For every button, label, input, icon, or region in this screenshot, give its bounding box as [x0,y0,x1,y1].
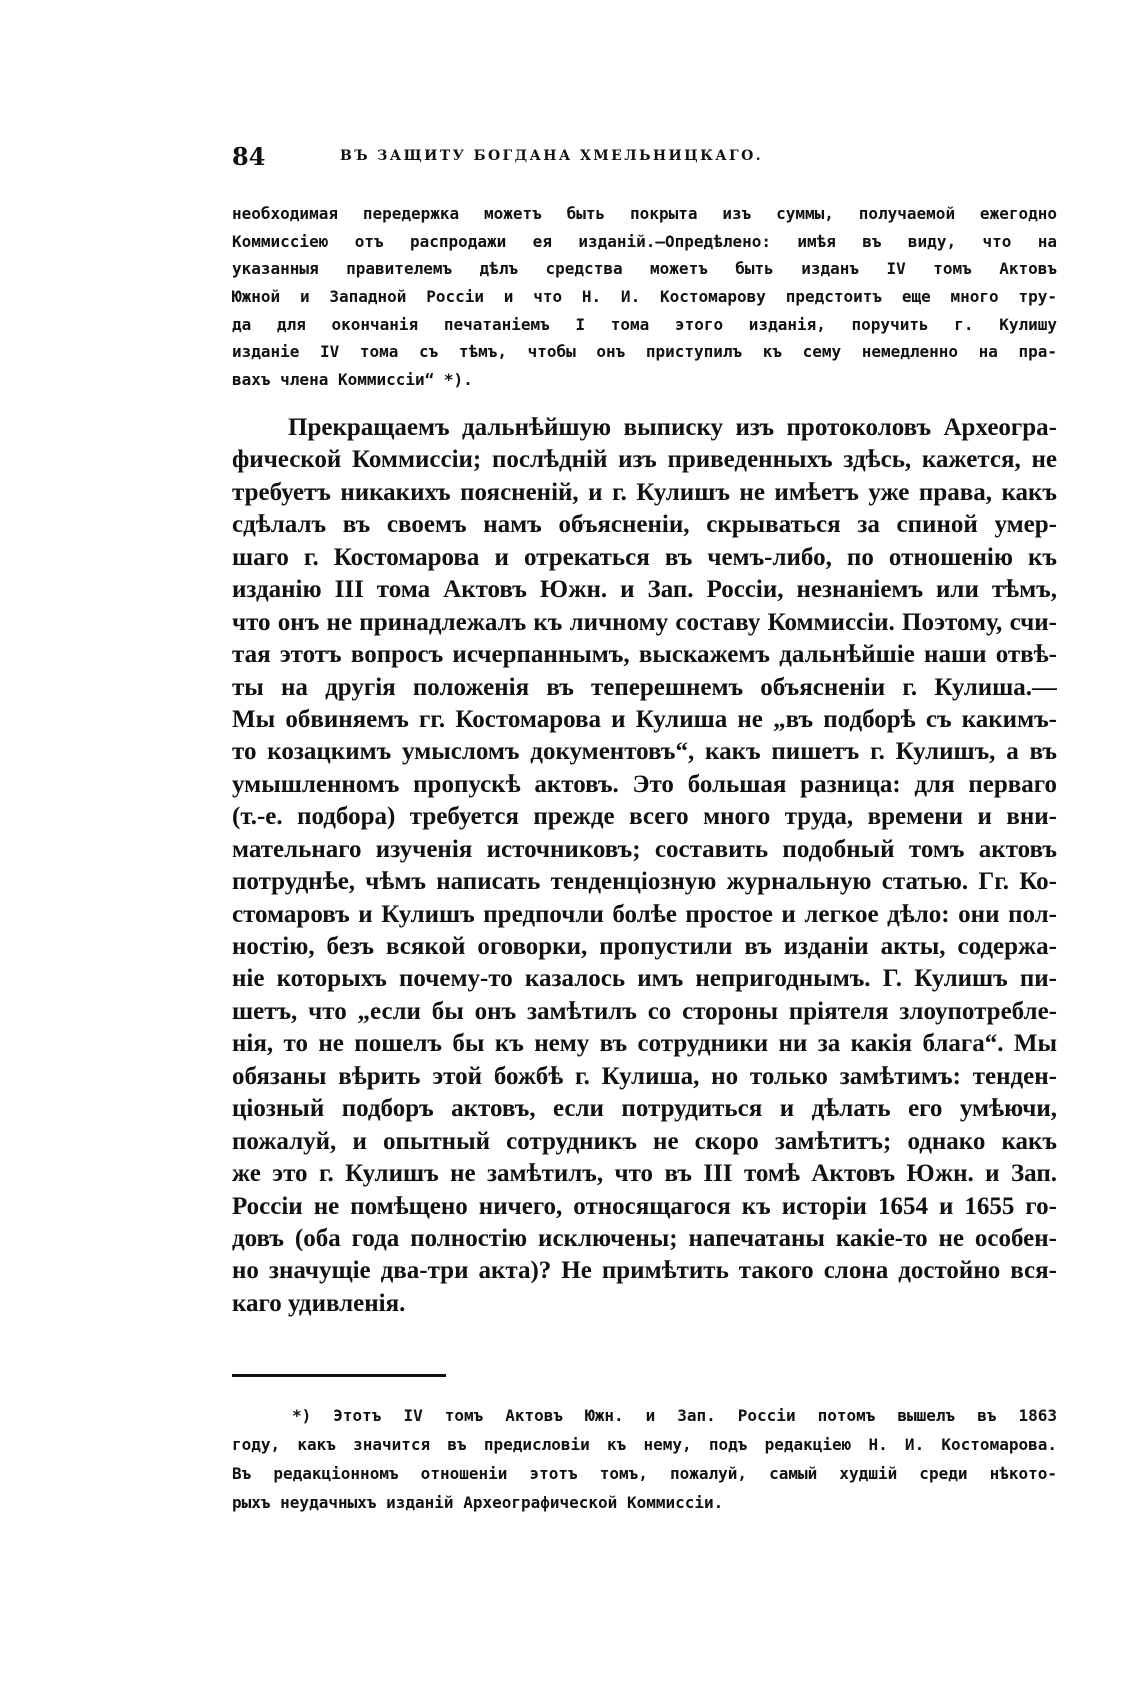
footnote-line: рыхъ неудачныхъ изданiй Археографической Коммиссiи. [232,1493,724,1512]
text-line: довъ (оба года полностiю исключены; напечатаны какiе-то не особен- [232,1224,1057,1252]
text-line: что онъ не принадлежалъ къ личному составу Коммиссiи. Поэтому, счи- [232,608,1057,636]
text-line: нiя, то не пошелъ бы къ нему въ сотрудники ни за какiя блага“. Мы [232,1030,1057,1058]
text-line: Коммиссiею отъ распродажи ея изданiй.—Опредѣлено: имѣя въ виду, что на [232,231,1057,251]
text-line: обязаны вѣрить этой божбѣ г. Кулиша, но только замѣтимъ: тенден- [232,1062,1057,1090]
text-line: то козацкимъ умысломъ документовъ“, какъ пишетъ г. Кулишъ, а въ [232,738,1057,766]
footnote-line: *) Этотъ IV томъ Актовъ Южн. и Зап. Россiи потомъ вышелъ въ 1863 [292,1406,1057,1425]
running-title: ВЪ ЗАЩИТУ БОГДАНА ХМЕЛЬНИЦКАГО. [340,148,763,164]
protocol-quote-paragraph [232,200,1057,394]
text-line: вахъ члена Коммиссiи“ *). [232,370,473,390]
text-line: стомаровъ и Кулишъ предпочли болѣе простое и легкое дѣло: они пол- [232,900,1057,928]
text-line: ты на другiя положенiя въ теперешнемъ объясненiи г. Кулиша.— [232,673,1057,701]
text-line: ностiю, безъ всякой оговорки, пропустили въ изданiи акты, содержа- [232,933,1057,960]
text-line: Россiи не помѣщено ничего, относящагося къ исторiи 1654 и 1655 го- [232,1192,1057,1220]
text-line: же это г. Кулишъ не замѣтилъ, что въ III томѣ Актовъ Южн. и Зап. [232,1160,1057,1188]
text-line: цiозный подборъ актовъ, если потрудиться и дѣлать его умѣючи, [232,1095,1057,1123]
text-line: Прекращаемъ дальнѣйшую выписку изъ протоколовъ Археогра- [288,414,1057,441]
text-line: изданiю III тома Актовъ Южн. и Зап. Россiи, незнанiемъ или тѣмъ, [232,576,1057,604]
footnote-line: году, какъ значится въ предисловiи къ нему, подъ редакцiею Н. И. Костомарова. [232,1435,1057,1454]
text-line: указанныя правителемъ дѣлъ средства можетъ быть изданъ IV томъ Актовъ [232,259,1057,279]
text-line: требуетъ никакихъ поясненiй, и г. Кулишъ не имѣетъ уже права, какъ [232,478,1057,506]
page-number: 84 [232,142,266,171]
footnote-divider [232,1374,446,1377]
text-line: но значущiе два-три акта)? Не примѣтить такого слона достойно вся- [232,1257,1057,1285]
text-line: изданiе IV тома съ тѣмъ, чтобы онъ приступилъ къ сему немедленно на пра- [232,342,1057,362]
text-line: тая этотъ вопросъ исчерпаннымъ, выскажемъ дальнѣйшiе наши отвѣ- [232,641,1057,669]
text-line: фической Коммиссiи; послѣднiй изъ приведенныхъ здѣсь, кажется, не [232,446,1057,474]
text-line: да для окончанiя печатанiемъ I тома этого изданiя, поручить г. Кулишу [232,314,1057,334]
text-line: пожалуй, и опытный сотрудникъ не скоро замѣтитъ; однако какъ [232,1127,1057,1155]
text-line: необходимая передержка можетъ быть покрыта изъ суммы, получаемой ежегодно [232,204,1057,223]
text-line: каго удивленiя. [232,1289,406,1317]
text-line: Южной и Западной Россiи и что Н. И. Костомарову предстоитъ еще много тру- [232,287,1057,307]
footnote [232,1401,1057,1517]
main-paragraph [232,412,1057,1320]
text-line: умышленномъ пропускѣ актовъ. Это большая разница: для перваго [232,770,1057,798]
text-line: сдѣлалъ въ своемъ намъ объясненiи, скрываться за спиной умер- [232,511,1057,539]
text-line: шаго г. Костомарова и отрекаться въ чемъ-либо, по отношенiю къ [232,543,1057,571]
page-header [232,142,872,172]
text-line: Мы обвиняемъ гг. Костомарова и Кулиша не „въ подборѣ съ какимъ- [232,705,1057,733]
text-line: шетъ, что „если бы онъ замѣтилъ со стороны прiятеля злоупотребле- [232,997,1057,1025]
footnote-line: Въ редакцiонномъ отношенiи этотъ томъ, пожалуй, самый худшiй среди нѣкото- [232,1464,1057,1483]
text-line: мательнаго изученiя источниковъ; составить подобный томъ актовъ [232,835,1057,863]
text-line: нiе которыхъ почему-то казалось имъ непригоднымъ. Г. Кулишъ пи- [232,965,1057,993]
text-line: потруднѣе, чѣмъ написать тенденцiозную журнальную статью. Гг. Ко- [232,868,1057,896]
text-line: (т.-е. подбора) требуется прежде всего много труда, времени и вни- [232,803,1057,831]
